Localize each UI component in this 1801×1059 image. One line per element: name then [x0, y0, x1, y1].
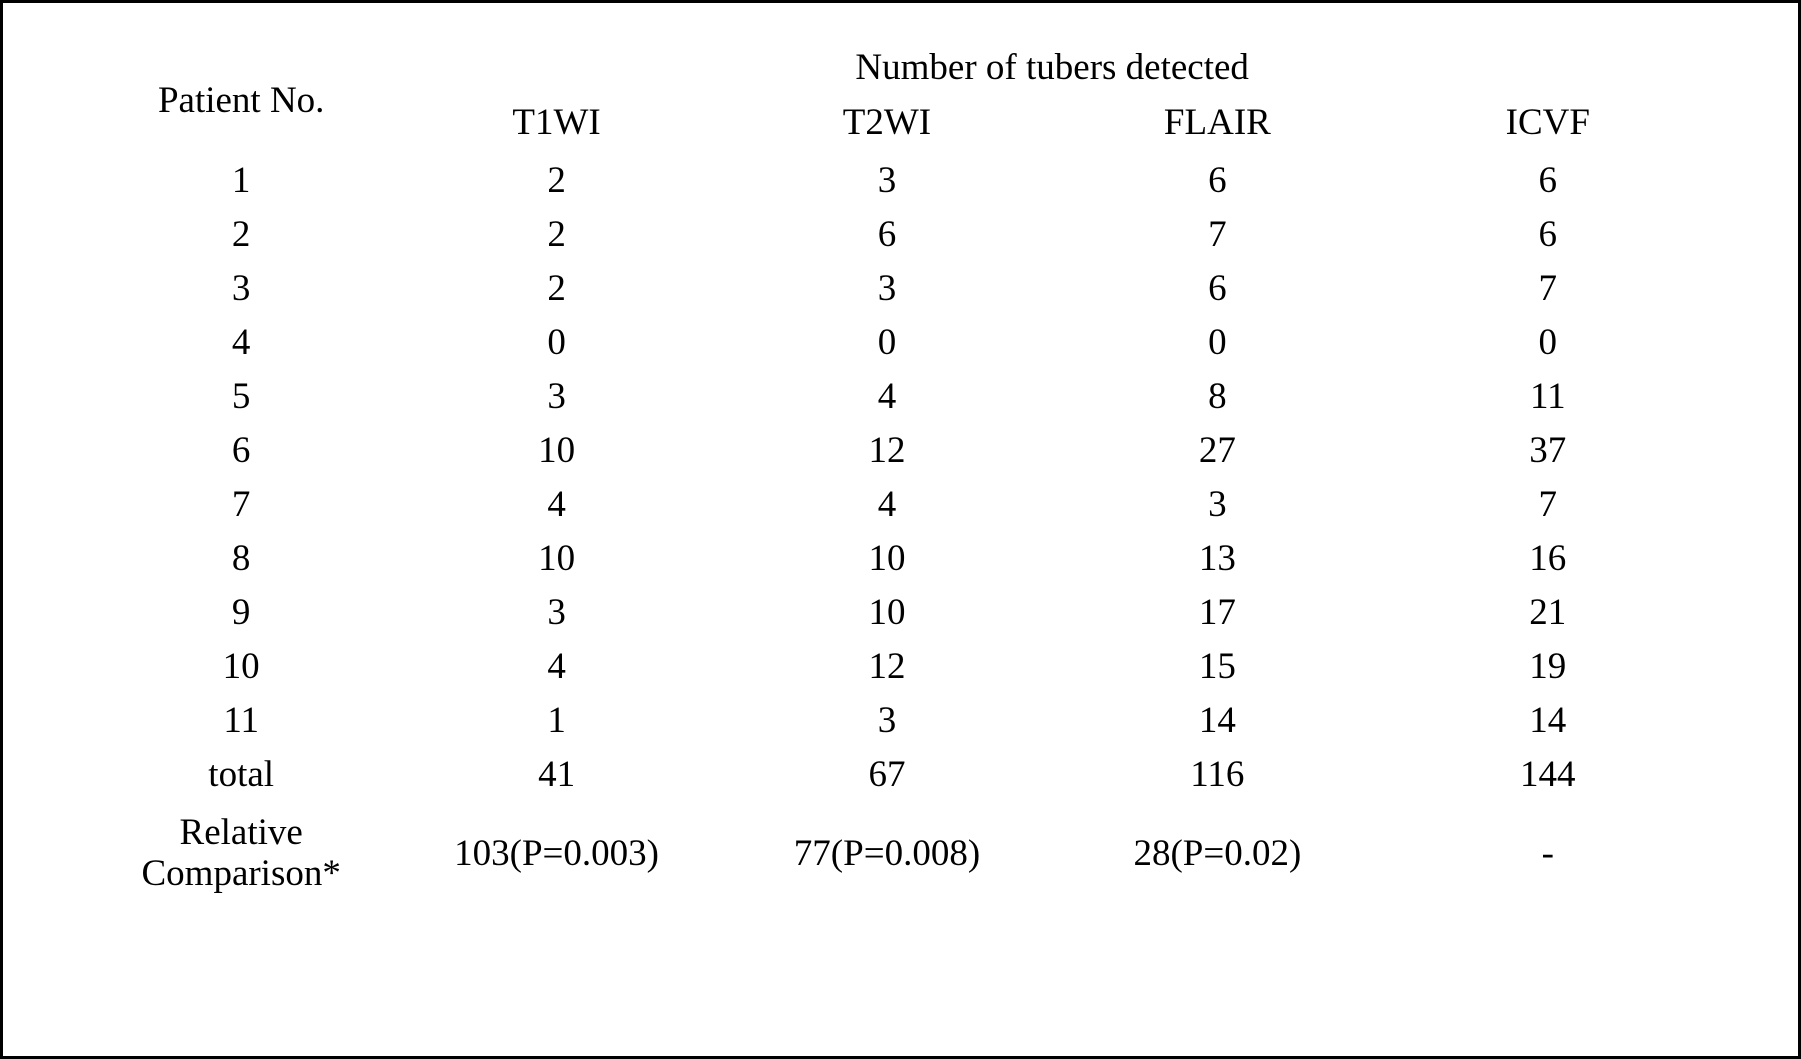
cell-t2wi: 4 [877, 376, 897, 418]
cell-icvf: 7 [1538, 268, 1558, 310]
row-patient-label: 7 [231, 484, 251, 526]
cell-icvf: 16 [1529, 538, 1567, 580]
cell-t2wi: 12 [868, 646, 906, 688]
cell-flair: 6 [1208, 160, 1227, 202]
row-patient-label: 11 [223, 700, 259, 742]
row-patient-label: 10 [222, 646, 260, 688]
tubers-table [91, 47, 1713, 907]
row-relative-comparison-label [91, 802, 391, 907]
table-row [91, 586, 1713, 640]
total-t1wi: 41 [538, 754, 576, 796]
row-patient-label: 4 [231, 322, 251, 364]
cell-t2wi: 4 [877, 484, 897, 526]
row-patient-label: 2 [231, 214, 251, 256]
table-row-relative-comparison [91, 802, 1713, 907]
cell-t2wi: 12 [868, 430, 906, 472]
table-row [91, 424, 1713, 478]
cell-icvf: 6 [1538, 160, 1558, 202]
cell-icvf: 11 [1529, 376, 1566, 418]
table-row [91, 208, 1713, 262]
table-row [91, 478, 1713, 532]
column-header-flair: FLAIR [1163, 102, 1271, 144]
comparison-t1wi: 103(P=0.003) [454, 832, 659, 874]
column-header-t2wi: T2WI [842, 102, 932, 144]
cell-t1wi: 4 [547, 484, 566, 526]
cell-t2wi: 3 [877, 700, 897, 742]
cell-t2wi: 10 [868, 592, 906, 634]
cell-flair: 15 [1198, 646, 1236, 688]
row-total-label: total [208, 754, 275, 796]
row-patient-label: 8 [231, 538, 251, 580]
comparison-icvf: - [1541, 832, 1554, 874]
cell-flair: 8 [1208, 376, 1227, 418]
cell-flair: 6 [1208, 268, 1227, 310]
total-icvf: 144 [1520, 754, 1576, 796]
cell-t2wi: 3 [877, 268, 897, 310]
column-header-t1wi: T1WI [512, 102, 601, 144]
cell-flair: 14 [1198, 700, 1236, 742]
row-patient-label: 9 [231, 592, 251, 634]
row-patient-label: 6 [231, 430, 251, 472]
cell-flair: 3 [1208, 484, 1227, 526]
cell-flair: 27 [1198, 430, 1236, 472]
column-group-header: Number of tubers detected [855, 47, 1249, 88]
relative-comparison-label-line2: Comparison* [141, 853, 341, 895]
cell-icvf: 14 [1529, 700, 1567, 742]
row-patient-label: 3 [231, 268, 251, 310]
column-header-patient: Patient No. [157, 79, 325, 121]
row-patient-label: 5 [231, 376, 251, 418]
cell-t1wi: 0 [547, 322, 566, 364]
table-row [91, 640, 1713, 694]
cell-t1wi: 3 [547, 592, 566, 634]
row-patient-label: 1 [231, 160, 251, 202]
comparison-t2wi: 77(P=0.008) [793, 832, 981, 874]
table-row [91, 370, 1713, 424]
cell-icvf: 21 [1529, 592, 1567, 634]
cell-t1wi: 4 [547, 646, 566, 688]
cell-t2wi: 0 [877, 322, 897, 364]
column-header-icvf: ICVF [1505, 102, 1590, 144]
cell-t2wi: 3 [877, 160, 897, 202]
comparison-flair: 28(P=0.02) [1133, 832, 1302, 874]
total-t2wi: 67 [868, 754, 906, 796]
cell-flair: 0 [1208, 322, 1227, 364]
cell-icvf: 37 [1529, 430, 1567, 472]
cell-icvf: 19 [1529, 646, 1567, 688]
table-row-total [91, 748, 1713, 802]
tubers-table-container [91, 47, 1713, 907]
table-row [91, 262, 1713, 316]
cell-t1wi: 10 [538, 430, 576, 472]
cell-t2wi: 10 [868, 538, 906, 580]
cell-icvf: 6 [1538, 214, 1558, 256]
cell-t1wi: 2 [547, 214, 566, 256]
total-flair: 116 [1190, 754, 1245, 796]
cell-t1wi: 1 [547, 700, 566, 742]
table-row [91, 694, 1713, 748]
cell-t1wi: 2 [547, 268, 566, 310]
cell-flair: 17 [1198, 592, 1236, 634]
table-row [91, 316, 1713, 370]
table-row [91, 154, 1713, 208]
cell-flair: 13 [1198, 538, 1236, 580]
cell-flair: 7 [1208, 214, 1227, 256]
header-group-row [91, 47, 1713, 94]
cell-t2wi: 6 [877, 214, 897, 256]
cell-t1wi: 3 [547, 376, 566, 418]
cell-t1wi: 10 [538, 538, 576, 580]
table-row [91, 532, 1713, 586]
relative-comparison-label-line1: Relative [179, 811, 303, 853]
cell-icvf: 7 [1538, 484, 1558, 526]
cell-t1wi: 2 [547, 160, 566, 202]
cell-icvf: 0 [1538, 322, 1558, 364]
